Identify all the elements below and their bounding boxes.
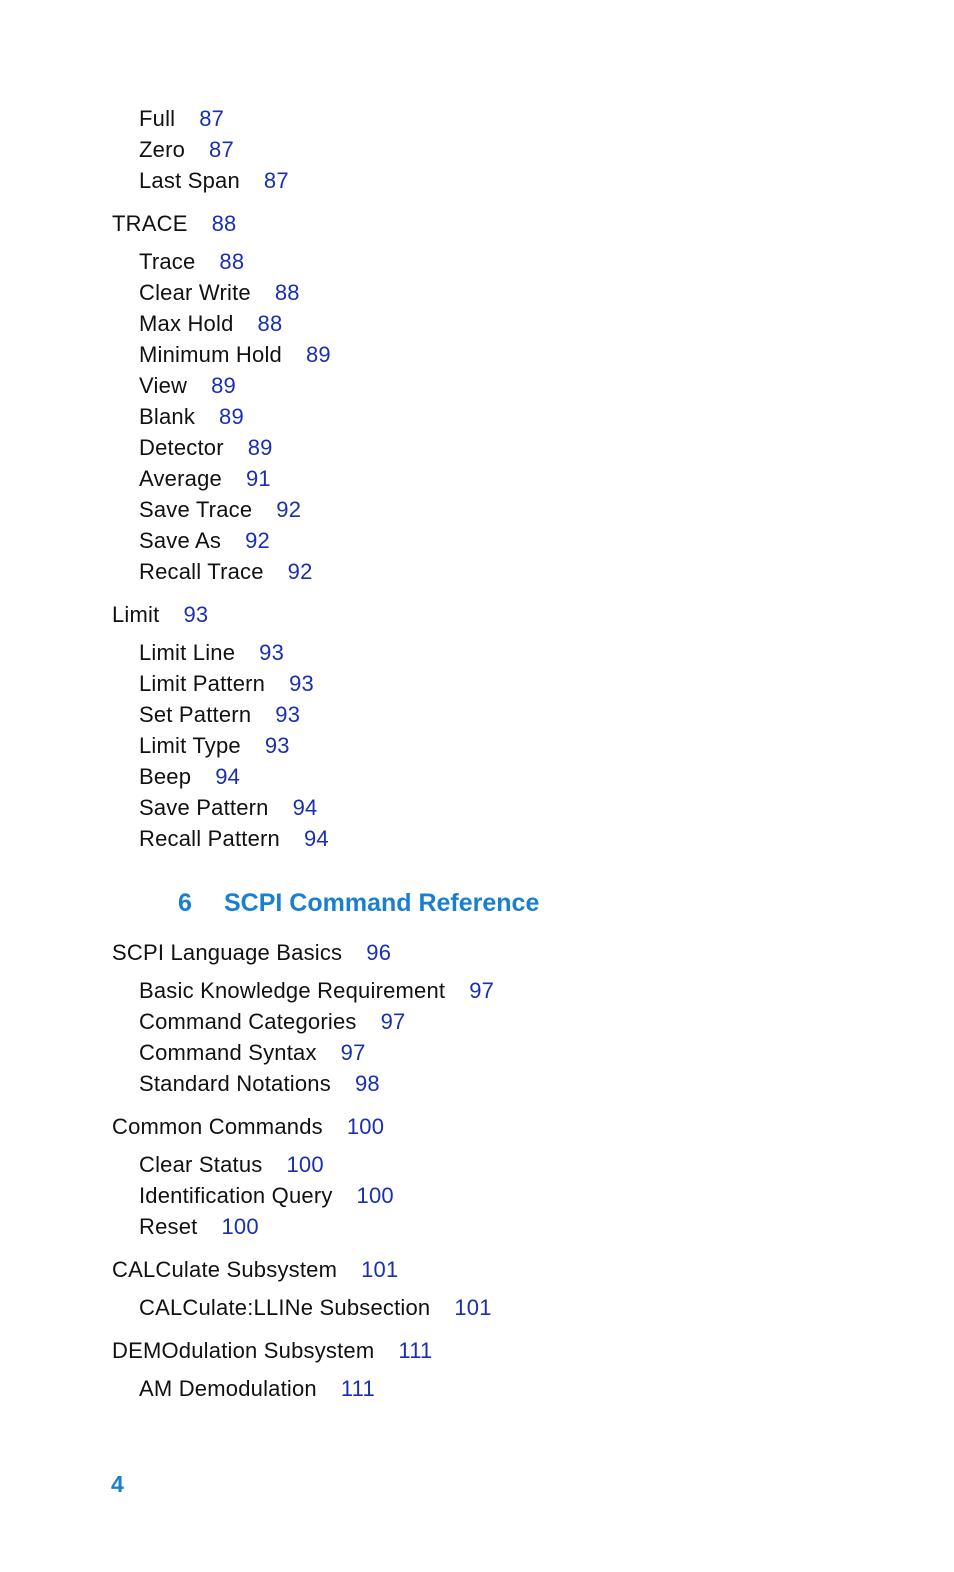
toc-entry-title: Save Pattern (139, 795, 269, 820)
toc-entry-page-link[interactable]: 111 (340, 1376, 375, 1401)
toc-entry-page-link[interactable]: 93 (264, 733, 290, 758)
toc-entry-page-link[interactable]: 96 (366, 940, 392, 965)
toc-entry-title: Minimum Hold (139, 342, 282, 367)
toc-entry-title: CALCulate Subsystem (112, 1257, 338, 1282)
toc-entry-title: Standard Notations (139, 1071, 331, 1096)
toc-entry-section[interactable] (112, 602, 208, 628)
toc-entry-page-link[interactable]: 88 (257, 311, 283, 336)
toc-entry-page-link[interactable]: 93 (259, 640, 285, 665)
toc-entry-title: Limit Pattern (139, 671, 266, 696)
toc-entry-section[interactable] (112, 940, 391, 966)
toc-entry-title: DEMOdulation Subsystem (112, 1338, 375, 1363)
toc-entry-subsection[interactable] (139, 280, 300, 306)
toc-entry-page-link[interactable]: 89 (305, 342, 331, 367)
toc-entry-title: Last Span (139, 168, 240, 193)
toc-entry-section[interactable] (112, 211, 236, 237)
toc-entry-page-link[interactable]: 89 (247, 435, 273, 460)
toc-entry-title: Clear Write (139, 280, 251, 305)
toc-entry-title: Command Syntax (139, 1040, 317, 1065)
toc-entry-subsection[interactable] (139, 1009, 405, 1035)
toc-entry-title: Recall Pattern (139, 826, 280, 851)
toc-entry-subsection[interactable] (139, 1152, 324, 1178)
toc-entry-title: SCPI Language Basics (112, 940, 343, 965)
toc-entry-page-link[interactable]: 93 (183, 602, 209, 627)
toc-entry-subsection[interactable] (139, 733, 290, 759)
toc-entry-subsection[interactable] (139, 528, 270, 554)
toc-entry-title: Clear Status (139, 1152, 263, 1177)
toc-entry-subsection[interactable] (139, 249, 244, 275)
toc-entry-page-link[interactable]: 93 (275, 702, 301, 727)
toc-entry-subsection[interactable] (139, 435, 273, 461)
toc-entry-subsection[interactable] (139, 671, 314, 697)
toc-entry-page-link[interactable]: 100 (286, 1152, 324, 1177)
toc-entry-title: Save Trace (139, 497, 253, 522)
toc-entry-page-link[interactable]: 88 (219, 249, 245, 274)
toc-entry-subsection[interactable] (139, 168, 289, 194)
toc-entry-title: Beep (139, 764, 192, 789)
toc-entry-section[interactable] (112, 1338, 432, 1364)
toc-entry-subsection[interactable] (139, 559, 313, 585)
toc-entry-subsection[interactable] (139, 826, 329, 852)
toc-entry-title: Command Categories (139, 1009, 357, 1034)
toc-entry-page-link[interactable]: 101 (361, 1257, 399, 1282)
toc-entry-page-link[interactable]: 88 (274, 280, 300, 305)
toc-entry-subsection[interactable] (139, 137, 234, 163)
toc-entry-title: Limit Line (139, 640, 236, 665)
toc-entry-page-link[interactable]: 91 (245, 466, 271, 491)
toc-entry-subsection[interactable] (139, 640, 284, 666)
toc-entry-subsection[interactable] (139, 497, 301, 523)
toc-entry-page-link[interactable]: 87 (263, 168, 289, 193)
toc-entry-page-link[interactable]: 101 (454, 1295, 492, 1320)
toc-entry-subsection[interactable] (139, 466, 271, 492)
toc-entry-subsection[interactable] (139, 1376, 375, 1402)
toc-entry-page-link[interactable]: 94 (215, 764, 241, 789)
chapter-title: SCPI Command Reference (224, 889, 540, 917)
toc-entry-title: View (139, 373, 188, 398)
toc-entry-title: Common Commands (112, 1114, 323, 1139)
toc-entry-title: Trace (139, 249, 196, 274)
toc-entry-page-link[interactable]: 94 (292, 795, 318, 820)
toc-entry-title: Blank (139, 404, 196, 429)
toc-entry-subsection[interactable] (139, 1295, 492, 1321)
toc-entry-page-link[interactable]: 97 (380, 1009, 406, 1034)
toc-entry-title: Limit Type (139, 733, 241, 758)
toc-entry-page-link[interactable]: 97 (340, 1040, 366, 1065)
toc-entry-page-link[interactable]: 100 (346, 1114, 385, 1139)
page-number: 4 (111, 1471, 124, 1497)
toc-entry-page-link[interactable]: 94 (303, 826, 329, 851)
toc-entry-subsection[interactable] (139, 404, 244, 430)
toc-entry-title: Recall Trace (139, 559, 264, 584)
toc-entry-subsection[interactable] (139, 106, 224, 132)
toc-entry-subsection[interactable] (139, 1183, 394, 1209)
toc-entry-page-link[interactable]: 87 (199, 106, 225, 131)
toc-entry-subsection[interactable] (139, 978, 494, 1004)
toc-entry-subsection[interactable] (139, 1040, 366, 1066)
toc-entry-subsection[interactable] (139, 342, 331, 368)
toc-entry-section[interactable] (112, 1114, 384, 1140)
toc-entry-page-link[interactable]: 87 (209, 137, 234, 162)
toc-entry-title: Max Hold (139, 311, 234, 336)
toc-entry-page-link[interactable]: 98 (354, 1071, 380, 1096)
toc-entry-title: TRACE (112, 211, 188, 236)
toc-entry-subsection[interactable] (139, 795, 317, 821)
toc-entry-title: Limit (112, 602, 160, 627)
toc-entry-title: AM Demodulation (139, 1376, 317, 1401)
toc-entry-page-link[interactable]: 88 (211, 211, 237, 236)
toc-entry-subsection[interactable] (139, 764, 240, 790)
toc-entry-title: Basic Knowledge Requirement (139, 978, 446, 1003)
toc-entry-title: Set Pattern (139, 702, 252, 727)
toc-entry-page-link[interactable]: 92 (276, 497, 302, 522)
toc-entry-subsection[interactable] (139, 1214, 259, 1240)
toc-entry-page-link[interactable]: 89 (219, 404, 244, 429)
toc-entry-title: Detector (139, 435, 224, 460)
toc-entry-page-link[interactable]: 97 (469, 978, 495, 1003)
toc-entry-page-link[interactable]: 100 (356, 1183, 394, 1208)
toc-entry-subsection[interactable] (139, 311, 282, 337)
toc-entry-page-link[interactable]: 89 (211, 373, 236, 398)
toc-entry-title: Zero (139, 137, 186, 162)
toc-entry-section[interactable] (112, 1257, 398, 1283)
toc-entry-subsection[interactable] (139, 1071, 380, 1097)
toc-entry-page-link[interactable]: 93 (289, 671, 314, 696)
toc-entry-title: Identification Query (139, 1183, 333, 1208)
toc-entry-title: Save As (139, 528, 222, 553)
toc-entry-page-link[interactable]: 100 (221, 1214, 259, 1239)
toc-entry-subsection[interactable] (139, 373, 236, 399)
toc-entry-title: Reset (139, 1214, 198, 1239)
toc-entry-title: CALCulate:LLINe Subsection (139, 1295, 431, 1320)
chapter-heading[interactable] (178, 888, 539, 918)
toc-entry-title: Average (139, 466, 222, 491)
toc-entry-page-link[interactable]: 111 (398, 1338, 433, 1363)
chapter-number: 6 (178, 889, 192, 917)
toc-entry-page-link[interactable]: 92 (287, 559, 313, 584)
toc-entry-page-link[interactable]: 92 (245, 528, 270, 553)
toc-entry-title: Full (139, 106, 176, 131)
toc-entry-subsection[interactable] (139, 702, 300, 728)
